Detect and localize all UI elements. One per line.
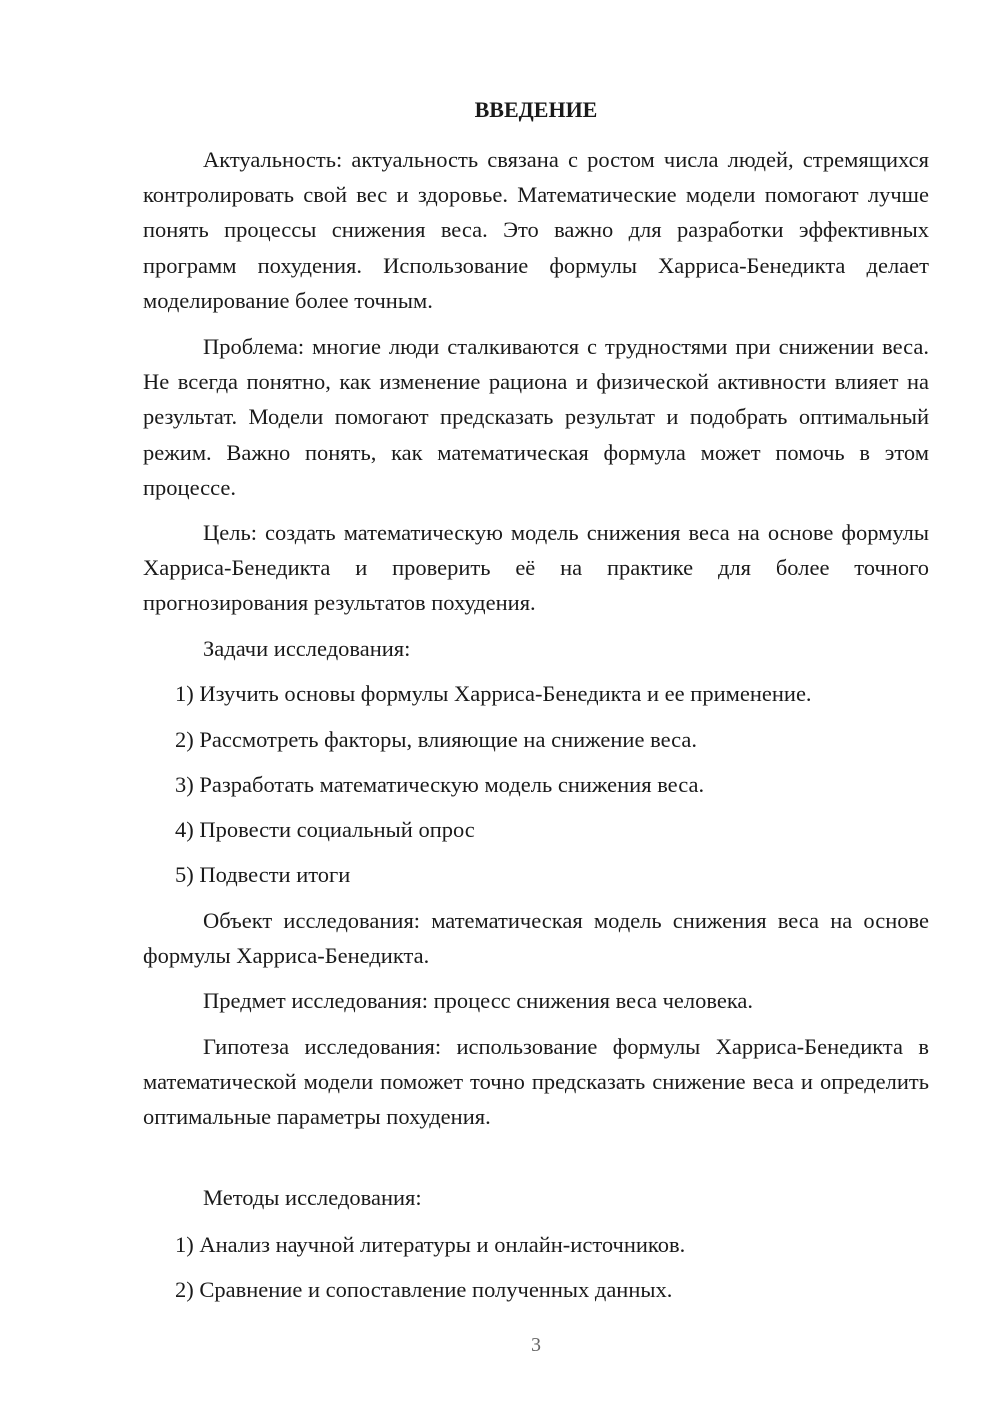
task-item: 2) Рассмотреть факторы, влияющие на снижение веса. <box>175 727 697 752</box>
task-item: 5) Подвести итоги <box>175 862 351 887</box>
problem-paragraph: Проблема: многие люди сталкиваются с трудностями при снижении веса. Не всегда понятно, как изменение рациона и физической активности влияет на результат. Модели помогают предсказать результат и подобрать оптимальный режим. Важно понять, как математическая формула может помочь в этом процессе. <box>143 334 929 500</box>
document-page <box>143 0 929 1414</box>
method-item: 2) Сравнение и сопоставление полученных данных. <box>175 1277 673 1302</box>
subject-paragraph: Предмет исследования: процесс снижения веса человека. <box>203 988 754 1013</box>
section-heading: ВВЕДЕНИЕ <box>474 97 598 122</box>
task-item: 1) Изучить основы формулы Харриса-Бенедикта и ее применение. <box>175 681 812 706</box>
method-item: 1) Анализ научной литературы и онлайн-источников. <box>175 1232 686 1257</box>
goal-paragraph: Цель: создать математическую модель снижения веса на основе формулы Харриса-Бенедикта и проверить её на практике для более точного прогнозирования результатов похудения. <box>143 520 929 616</box>
tasks-title: Задачи исследования: <box>203 636 411 661</box>
object-paragraph: Объект исследования: математическая модель снижения веса на основе формулы Харриса-Бенедикта. <box>143 908 929 969</box>
hypothesis-paragraph: Гипотеза исследования: использование формулы Харриса-Бенедикта в математической модели поможет точно предсказать снижение веса и определить оптимальные параметры похудения. <box>143 1034 929 1130</box>
methods-title: Методы исследования: <box>203 1185 422 1210</box>
task-item: 3) Разработать математическую модель снижения веса. <box>175 772 705 797</box>
task-item: 4) Провести социальный опрос <box>175 817 475 842</box>
page-number: 3 <box>531 1334 541 1356</box>
relevance-paragraph: Актуальность: актуальность связана с ростом числа людей, стремящихся контролировать свой вес и здоровье. Математические модели помогают лучше понять процессы снижения веса. Это важно для разработки эффективных программ похудения. Использование формулы Харриса-Бенедикта делает моделирование более точным. <box>143 147 929 313</box>
